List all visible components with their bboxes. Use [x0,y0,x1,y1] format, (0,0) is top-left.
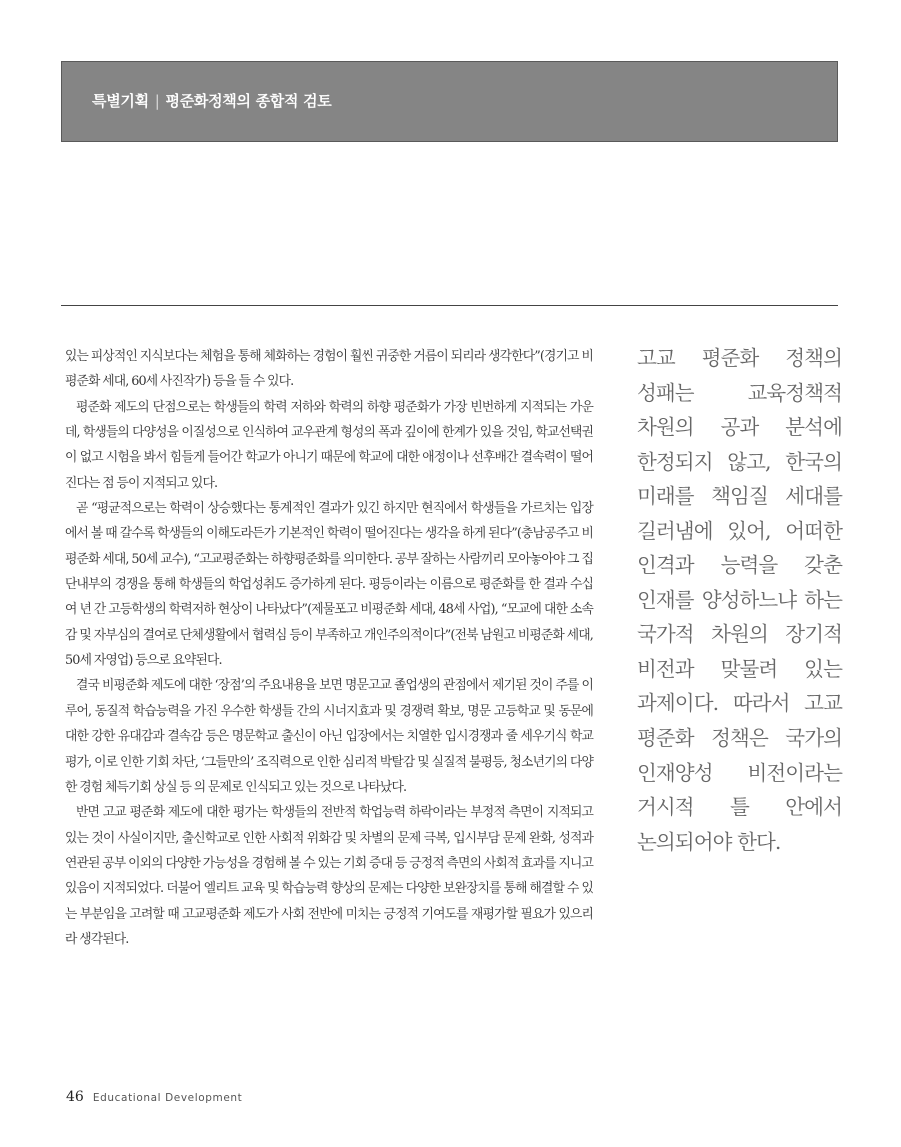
body-paragraph: 곧 “평균적으로는 학력이 상승했다는 통계적인 결과가 있긴 하지만 현직에서 학생들을 가르치는 입장에서 볼 때 갈수록 학생들의 이해도라든가 기본적인 학력이 떨어진다는 생각을 하게 된다”(충남공주고 비평준화 세대, 50세 교수), “고교평준화는 하향평준화를 의미한다. 공부 잘하는 사람끼리 모아놓아야 그 집단내부의 경쟁을 통해 학생들의 학업성취도 증가하게 된다. 평등이라는 이름으로 평준화를 한 결과 수십여 년 간 고등학생의 학력저하 현상이 나타났다”(제물포고 비평준화 세대, 48세 사업), “모교에 대한 소속감 및 자부심의 결여로 단체생활에서 협력심 등이 부족하고 개인주의적이다”(전북 남원고 비평준화 세대, 50세 자영업) 등으로 요약된다. [65,501,593,669]
header-separator: | [154,92,160,110]
article-body [65,344,593,952]
publication-name: Educational Development [92,1092,243,1104]
pull-quote: 고교 평준화 정책의 성패는 교육정책적 차원의 공과 분석에 한정되지 않고, 한국의 미래를 책임질 세대를 길러냄에 있어, 어떠한 인격과 능력을 갖춘 인재를 양성하느냐 하는 국가적 차원의 장기적 비전과 맞물려 있는 과제이다. 따라서 고교 평준화 정책은 국가의 인재양성 비전이라는 거시적 틀 안에서 논의되어야 한다. [637,346,842,854]
section-title: 평준화정책의 종합적 검토 [165,92,332,110]
body-paragraph: 있는 피상적인 지식보다는 체험을 통해 체화하는 경험이 훨씬 귀중한 거름이 되리라 생각한다”(경기고 비평준화 세대, 60세 사진작가) 등을 들 수 있다. [65,349,593,390]
horizontal-rule [61,305,838,306]
body-paragraph: 반면 고교 평준화 제도에 대한 평가는 학생들의 전반적 학업능력 하락이라는 부정적 측면이 지적되고 있는 것이 사실이지만, 출신학교로 인한 사회적 위화감 및 차별의 문제 극복, 입시부담 문제 완화, 성적과 연관된 공부 이외의 다양한 가능성을 경험해 볼 수 있는 기회 증대 등 긍정적 측면의 사회적 효과를 지니고 있음이 지적되었다. 더불어 엘리트 교육 및 학습능력 향상의 문제는 다양한 보완장치를 통해 해결할 수 있는 부분임을 고려할 때 고교평준화 제도가 사회 전반에 미치는 긍정적 기여도를 재평가할 필요가 있으리라 생각된다. [65,805,593,947]
page-number: 46 [66,1089,84,1105]
section-header-bar [61,61,838,142]
body-paragraph: 결국 비평준화 제도에 대한 ‘장점’의 주요내용을 보면 명문고교 졸업생의 관점에서 제기된 것이 주를 이루어, 동질적 학습능력을 가진 우수한 학생들 간의 시너지효과 및 경쟁력 확보, 명문 고등학교 및 동문에 대한 강한 유대감과 결속감 등은 명문학교 출신이 아닌 입장에서는 치열한 입시경쟁과 줄 세우기식 학교평가, 이로 인한 기회 차단, ‘그들만의’ 조직력으로 인한 심리적 박탈감 및 실질적 불평등, 청소년기의 다양한 경험 체득기회 상실 등 의 문제로 인식되고 있는 것으로 나타났다. [65,678,593,795]
section-label: 특별기획 [92,92,149,110]
body-paragraph: 평준화 제도의 단점으로는 학생들의 학력 저하와 학력의 하향 평준화가 가장 빈번하게 지적되는 가운데, 학생들의 다양성을 이질성으로 인식하여 교우관계 형성의 폭과 깊이에 한계가 있을 것임, 학교선택권이 없고 시험을 봐서 힘들게 들어간 학교가 아니기 때문에 학교에 대한 애정이나 선후배간 결속력이 떨어진다는 점 등이 지적되고 있다. [65,399,593,491]
page-footer [66,1086,242,1105]
section-header-text [92,90,331,111]
